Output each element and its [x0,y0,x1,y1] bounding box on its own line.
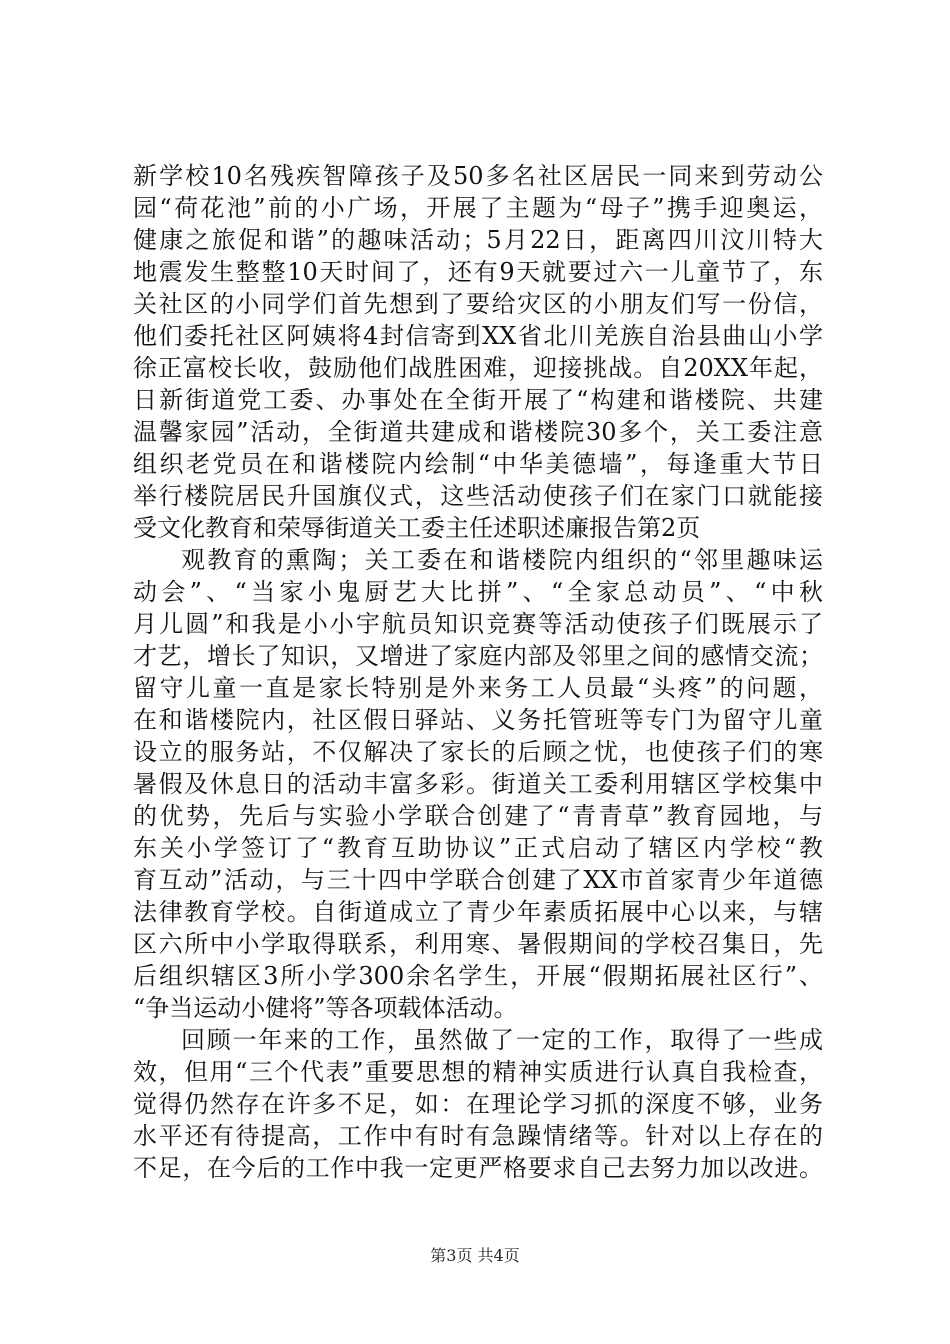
text-line: 温馨家园”活动，全街道共建成和谐楼院30多个，关工委注意 [133,418,823,446]
text-line: 留守儿童一直是家长特别是外来务工人员最“头疼”的问题， [133,674,823,702]
text-line: 设立的服务站，不仅解决了家长的后顾之忧，也使孩子们的寒 [133,738,823,766]
text-line: 日新街道党工委、办事处在全街开展了“构建和谐楼院、共建 [133,386,823,414]
text-line: 回顾一年来的工作，虽然做了一定的工作，取得了一些成 [181,1026,823,1054]
text-line: 组织老党员在和谐楼院内绘制“中华美德墙”，每逢重大节日 [133,450,823,478]
text-line: 关社区的小同学们首先想到了要给灾区的小朋友们写一份信， [133,290,823,318]
text-line: 在和谐楼院内，社区假日驿站、义务托管班等专门为留守儿童 [133,706,823,734]
text-line: 地震发生整整10天时间了，还有9天就要过六一儿童节了，东 [133,258,823,286]
text-line: 东关小学签订了“教育互助协议”正式启动了辖区内学校“教 [133,834,823,862]
text-line: 动会”、“当家小鬼厨艺大比拼”、“全家总动员”、“中秋 [133,578,823,606]
text-line: 园“荷花池”前的小广场，开展了主题为“母子”携手迎奥运， [133,194,823,222]
text-line: 才艺，增长了知识，又增进了家庭内部及邻里之间的感情交流； [133,642,823,670]
text-line: 新学校10名残疾智障孩子及50多名社区居民一同来到劳动公 [133,162,823,190]
text-line: 观教育的熏陶；关工委在和谐楼院内组织的“邻里趣味运 [181,546,823,574]
text-line: “争当运动小健将”等各项载体活动。 [133,994,518,1022]
body-text [133,160,823,1184]
text-line: 健康之旅促和谐”的趣味活动；5月22日，距离四川汶川特大 [133,226,823,254]
text-line: 育互动”活动，与三十四中学联合创建了XX市首家青少年道德 [133,866,823,894]
text-line: 举行楼院居民升国旗仪式，这些活动使孩子们在家门口就能接 [133,482,823,510]
text-line: 他们委托社区阿姨将4封信寄到XX省北川羌族自治县曲山小学 [133,322,823,350]
text-line: 水平还有待提高，工作中有时有急躁情绪等。针对以上存在的 [133,1122,823,1150]
text-line: 觉得仍然存在许多不足，如：在理论学习抓的深度不够，业务 [133,1090,823,1118]
page-number-footer: 第3页 共4页 [430,1246,520,1265]
text-line: 的优势，先后与实验小学联合创建了“青青草”教育园地，与 [133,802,823,830]
text-line: 效，但用“三个代表”重要思想的精神实质进行认真自我检查， [133,1058,823,1086]
text-line: 区六所中小学取得联系，利用寒、暑假期间的学校召集日，先 [133,930,823,958]
text-line: 不足，在今后的工作中我一定更严格要求自己去努力加以改进。 [133,1154,823,1182]
text-line: 徐正富校长收，鼓励他们战胜困难，迎接挑战。自20XX年起， [133,354,823,382]
text-line: 受文化教育和荣辱街道关工委主任述职述廉报告第2页 [133,514,701,542]
text-line: 暑假及休息日的活动丰富多彩。街道关工委利用辖区学校集中 [133,770,823,798]
text-line: 月儿圆”和我是小小宇航员知识竞赛等活动使孩子们既展示了 [133,610,823,638]
text-line: 法律教育学校。自街道成立了青少年素质拓展中心以来，与辖 [133,898,823,926]
text-line: 后组织辖区3所小学300余名学生，开展“假期拓展社区行”、 [133,962,823,990]
